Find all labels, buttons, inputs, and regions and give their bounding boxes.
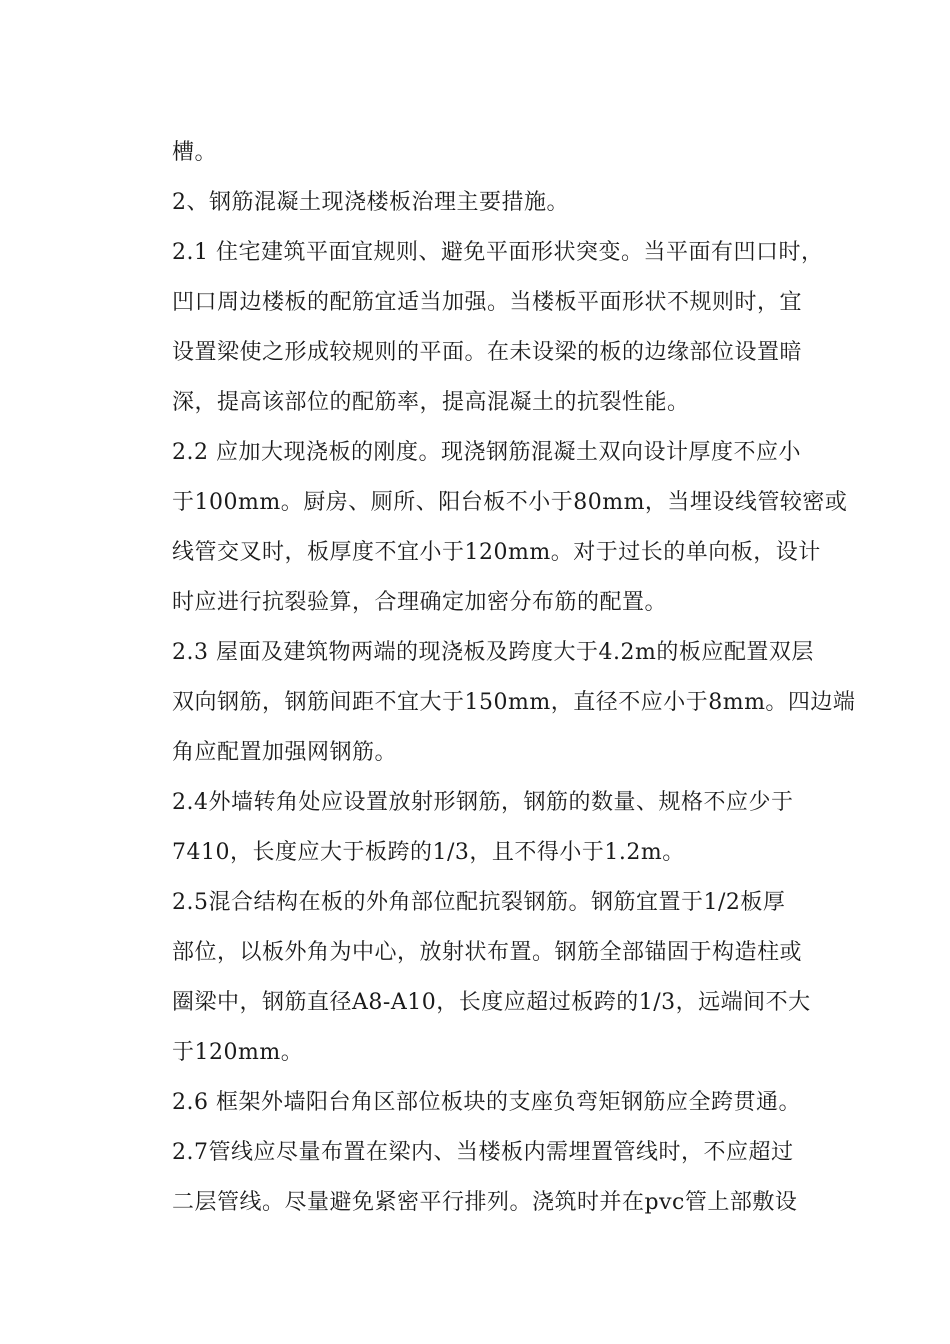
text-line: 2.1 住宅建筑平面宜规则、避免平面形状突变。当平面有凹口时， (172, 240, 824, 265)
section-heading: 2、钢筋混凝土现浇楼板治理主要措施。 (172, 190, 569, 215)
text-line: 双向钢筋，钢筋间距不宜大于150mm，直径不应小于8mm。四边端 (172, 690, 856, 715)
text-line: 2.3 屋面及建筑物两端的现浇板及跨度大于4.2m的板应配置双层 (172, 640, 814, 665)
text-line: 线管交叉时，板厚度不宜小于120mm。对于过长的单向板，设计 (172, 540, 821, 565)
text-line: 角应配置加强网钢筋。 (172, 740, 398, 765)
text-line: 时应进行抗裂验算，合理确定加密分布筋的配置。 (172, 590, 668, 615)
text-line: 2.4外墙转角处应设置放射形钢筋，钢筋的数量、规格不应少于 (172, 790, 794, 815)
text-line: 2.6 框架外墙阳台角区部位板块的支座负弯矩钢筋应全跨贯通。 (172, 1090, 801, 1115)
text-line: 深，提高该部位的配筋率，提高混凝土的抗裂性能。 (172, 390, 690, 415)
text-line: 于120mm。 (172, 1040, 304, 1065)
text-line: 圈梁中，钢筋直径A8-A10，长度应超过板跨的1/3，远端间不大 (172, 990, 811, 1015)
text-line: 2.2 应加大现浇板的刚度。现浇钢筋混凝土双向设计厚度不应小 (172, 440, 801, 465)
text-line: 二层管线。尽量避免紧密平行排列。浇筑时并在pvc管上部敷设 (172, 1190, 798, 1215)
text-line: 7410，长度应大于板跨的1/3，且不得小于1.2m。 (172, 840, 685, 865)
text-line: 2.5混合结构在板的外角部位配抗裂钢筋。钢筋宜置于1/2板厚 (172, 890, 786, 915)
text-line: 于100mm。厨房、厕所、阳台板不小于80mm，当埋设线管较密或 (172, 490, 848, 515)
text-line: 设置梁使之形成较规则的平面。在未设梁的板的边缘部位设置暗 (172, 340, 803, 365)
text-line: 部位，以板外角为中心，放射状布置。钢筋全部锚固于构造柱或 (172, 940, 803, 965)
text-line: 凹口周边楼板的配筋宜适当加强。当楼板平面形状不规则时，宜 (172, 290, 803, 315)
text-line: 槽。 (172, 140, 218, 165)
text-line: 2.7管线应尽量布置在梁内、当楼板内需埋置管线时，不应超过 (172, 1140, 794, 1165)
